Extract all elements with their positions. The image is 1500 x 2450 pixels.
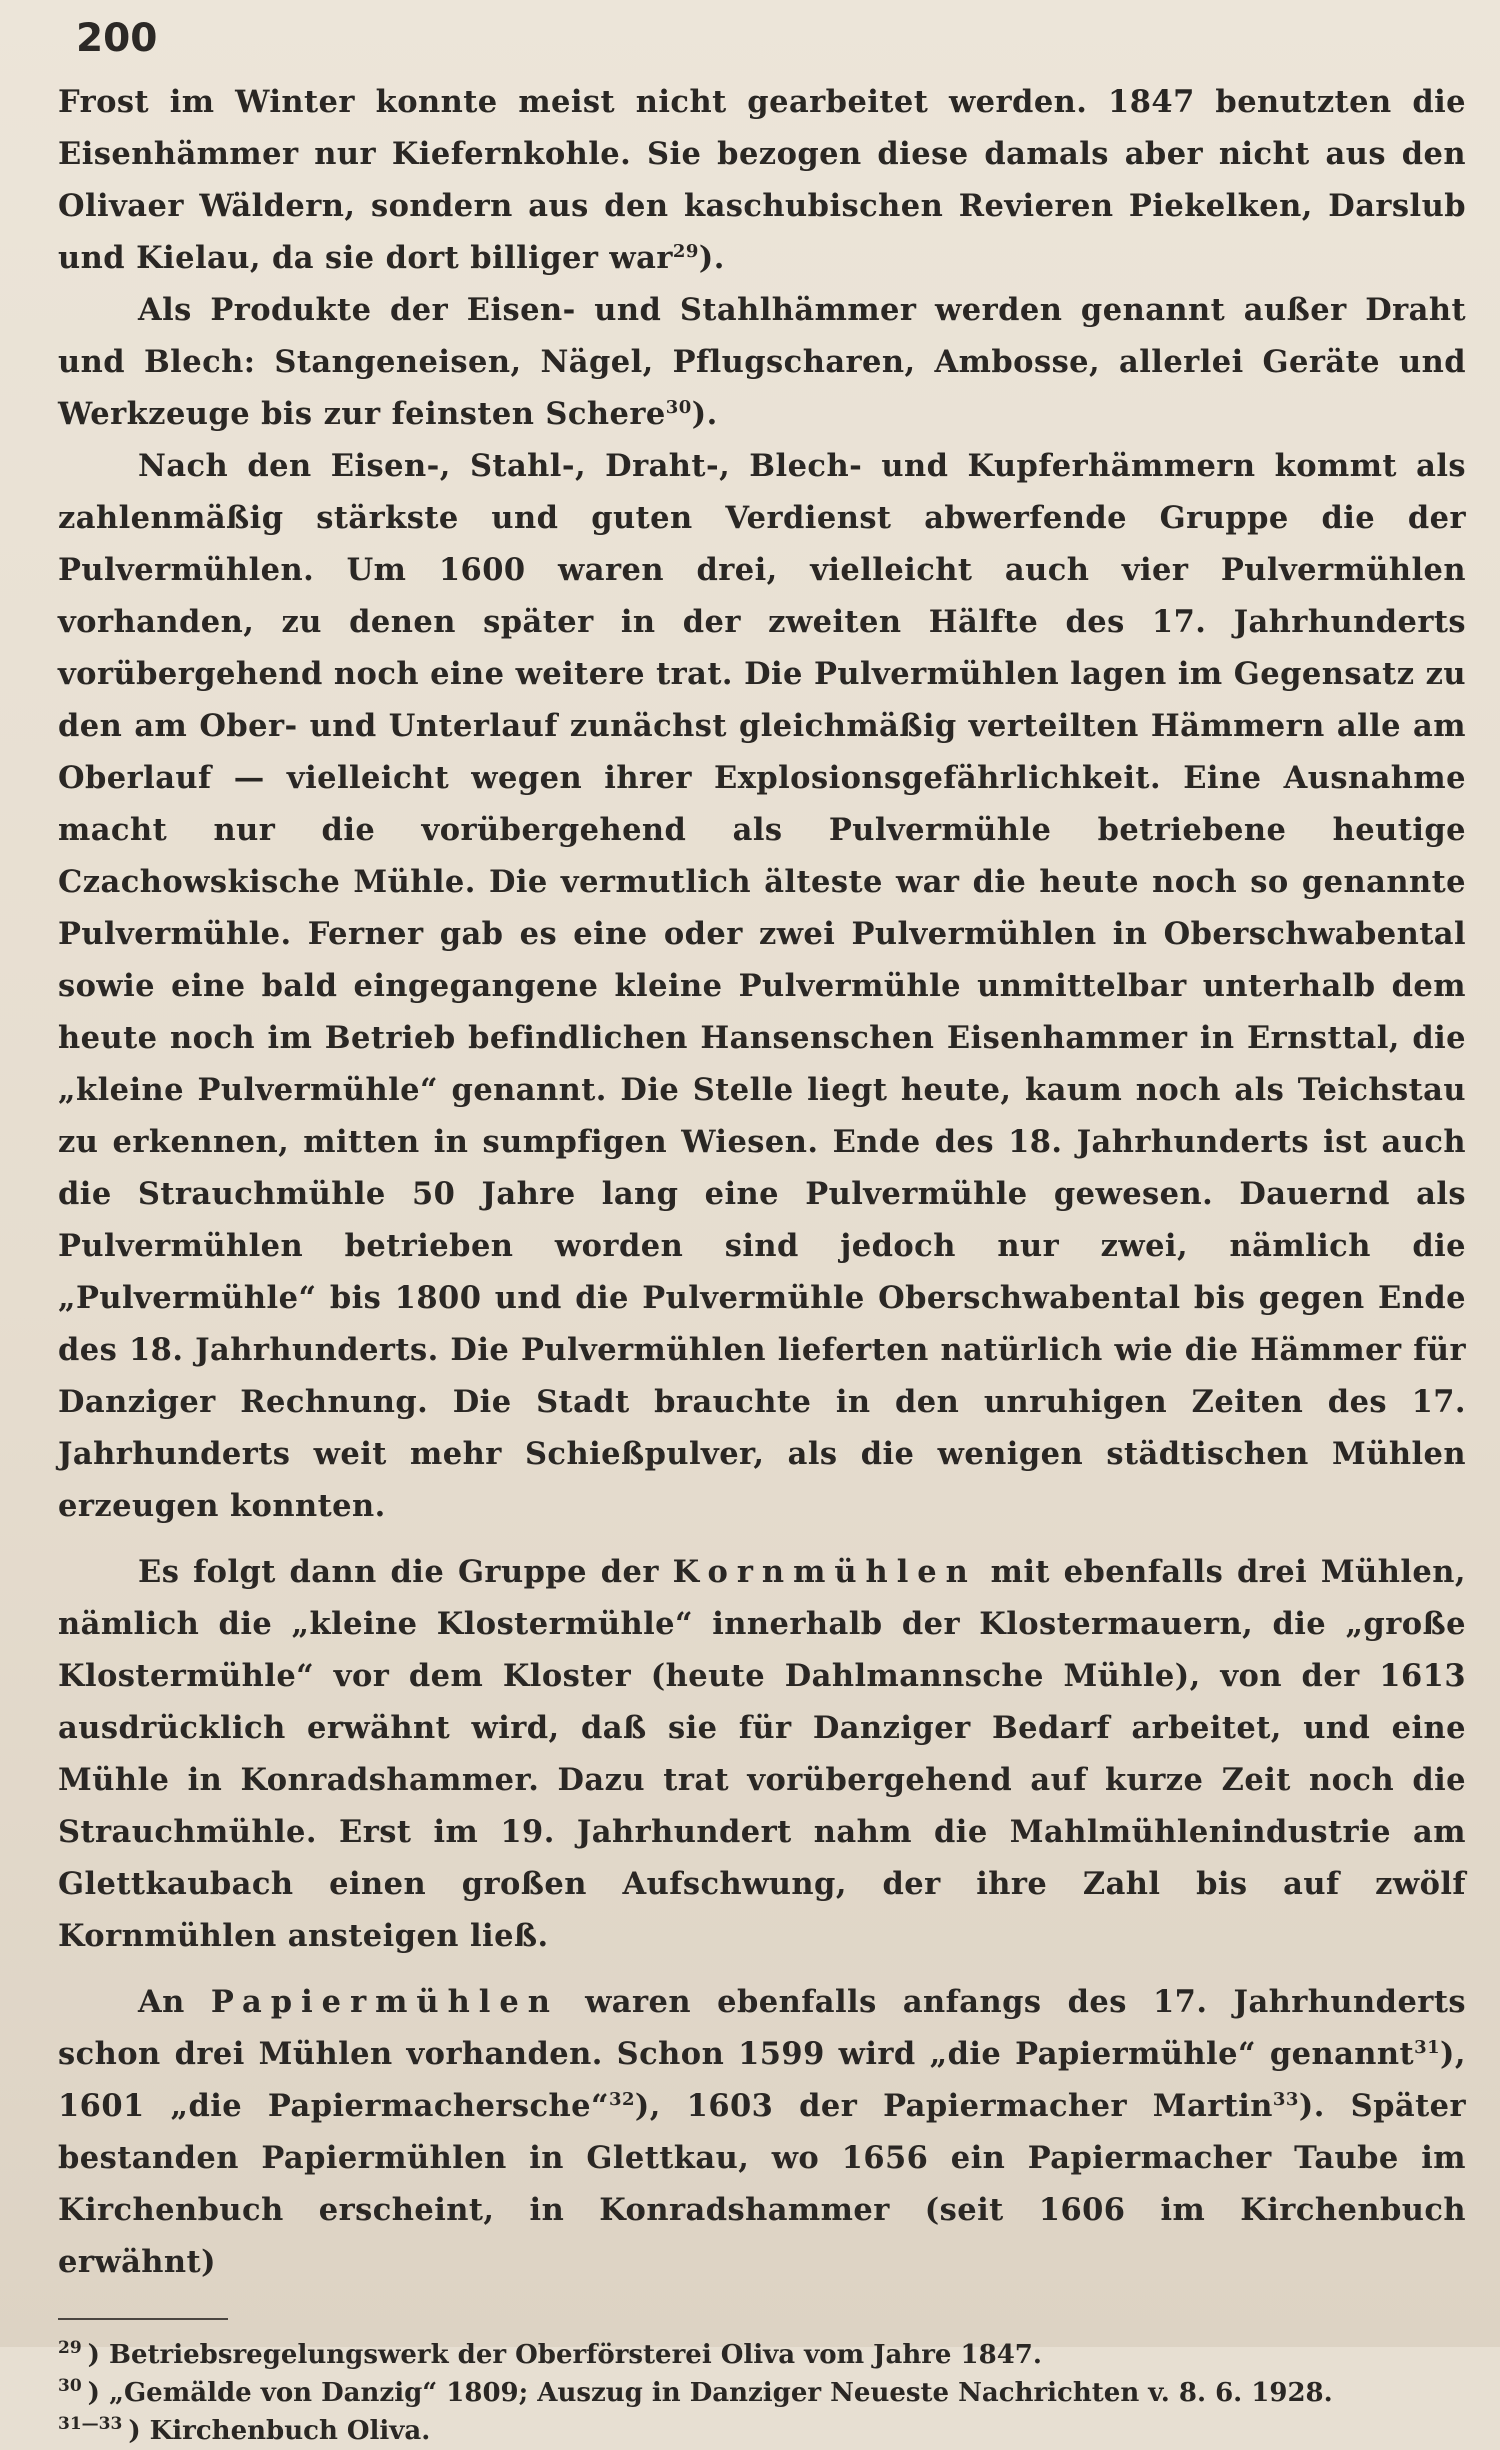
footnotes [58,2336,1466,2450]
footnote-divider [58,2318,228,2320]
footnote-text: ) „Gemälde von Danzig“ 1809; Auszug in Danziger Neueste Nachrichten v. 8. 6. 1928. [87,2378,1333,2408]
emphasized-term: Papiermühlen [210,1984,559,2020]
paragraph-text: Nach den Eisen-, Stahl-, Draht-, Blech- und Kupferhämmern kommt als zahlenmäßig stärkste und guten Verdienst abwerfende Gruppe die der Pulvermühlen. Um 1600 waren drei, vielleicht auch vier Pulvermühlen vorhanden, zu denen später in der zweiten Hälfte des 17. Jahrhunderts vorübergehend noch eine weitere trat. Die Pulvermühlen lagen im Gegensatz zu den am Ober- und Unterlauf zunächst gleichmäßig verteilten Hämmern alle am Oberlauf — vielleicht wegen ihrer Explosionsgefährlichkeit. Eine Ausnahme macht nur die vorübergehend als Pulvermühle betriebene heutige Czachowskische Mühle. Die vermutlich älteste war die heute noch so genannte Pulvermühle. Ferner gab es eine oder zwei Pulvermühlen in Oberschwabental sowie eine bald eingegangene kleine Pulvermühle unmittelbar unterhalb dem heute noch im Betrieb befindlichen Hansenschen Eisenhammer in Ernsttal, die „kleine Pulvermühle“ genannt. Die Stelle liegt heute, kaum noch als Teichstau zu erkennen, mitten in sumpfigen Wiesen. Ende des 18. Jahrhunderts ist auch die Strauchmühle 50 Jahre lang eine Pulvermühle gewesen. Dauernd als Pulvermühlen betrieben worden sind jedoch nur zwei, nämlich die „Pulvermühle“ bis 1800 und die Pulvermühle Oberschwabental bis gegen Ende des 18. Jahrhunderts. Die Pulvermühlen lieferten natürlich wie die Hämmer für Danziger Rechnung. Die Stadt brauchte in den unruhigen Zeiten des 17. Jahrhunderts weit mehr Schießpulver, als die wenigen städtischen Mühlen erzeugen konnten. [58,448,1466,1524]
footnote-reference: 31 [1414,2036,1441,2058]
footnote-mark: 29 [58,2338,82,2359]
paragraph-text: Frost im Winter konnte meist nicht gearbeitet werden. 1847 benutzten die Eisenhämmer nur Kiefernkohle. Sie bezogen diese damals aber nicht aus den Olivaer Wäldern, sondern aus den kaschubischen Revieren Piekelken, Darslub und Kielau, da sie dort billiger war [58,84,1466,276]
paragraph-text: ). Später bestanden Papiermühlen in Glettkau, wo 1656 ein Papiermacher Taube im Kirchenbuch erscheint, in Konradshammer (seit 1606 im Kirchenbuch erwähnt) [58,2088,1466,2280]
footnote [58,2374,1466,2412]
page-number: 200 [76,16,158,61]
paragraph [58,284,1466,440]
footnote-text: ) Kirchenbuch Oliva. [128,2416,431,2446]
footnote-reference: 29 [672,240,699,262]
footnote [58,2412,1466,2450]
footnote-text: ) Betriebsregelungswerk der Oberförsterei Oliva vom Jahre 1847. [87,2340,1042,2370]
emphasized-term: Kornmühlen [672,1554,977,1590]
footnote-mark: 31—33 [58,2414,123,2435]
footnote [58,2336,1466,2374]
footnote-reference: 32 [608,2088,635,2110]
paragraph-text: mit ebenfalls drei Mühlen, nämlich die „kleine Klostermühle“ innerhalb der Klostermauern, die „große Klostermühle“ vor dem Kloster (heute Dahlmannsche Mühle), von der 1613 ausdrücklich erwähnt wird, daß sie für Danziger Bedarf arbeitet, und eine Mühle in Konradshammer. Dazu trat vorübergehend auf kurze Zeit noch die Strauchmühle. Erst im 19. Jahrhundert nahm die Mahlmühlenindustrie am Glettkaubach einen großen Aufschwung, der ihre Zahl bis auf zwölf Kornmühlen ansteigen ließ. [58,1554,1466,1954]
paragraph-text: ), 1603 der Papiermacher Martin [634,2088,1273,2124]
paragraph-text: An [138,1984,211,2020]
paragraph [58,1976,1466,2288]
body-text [58,76,1466,2288]
paragraph [58,76,1466,284]
paragraph-text: Als Produkte der Eisen- und Stahlhämmer werden genannt außer Draht und Blech: Stangeneisen, Nägel, Pflugscharen, Ambosse, allerlei Geräte und Werkzeuge bis zur feinsten Schere [58,292,1466,432]
paragraph-text: ), 1601 „die Papiermachersche“ [58,2036,1466,2124]
footnote-reference: 33 [1272,2088,1299,2110]
footnote-mark: 30 [58,2376,82,2397]
paragraph-text: waren ebenfalls anfangs des 17. Jahrhunderts schon drei Mühlen vorhanden. Schon 1599 wird „die Papiermühle“ genannt [58,1984,1466,2072]
paragraph [58,440,1466,1532]
paragraph-text: ). [698,240,725,276]
paragraph [58,1546,1466,1962]
paragraph-text: ). [691,396,718,432]
footnote-reference: 30 [665,396,692,418]
paragraph-text: Es folgt dann die Gruppe der [138,1554,673,1590]
